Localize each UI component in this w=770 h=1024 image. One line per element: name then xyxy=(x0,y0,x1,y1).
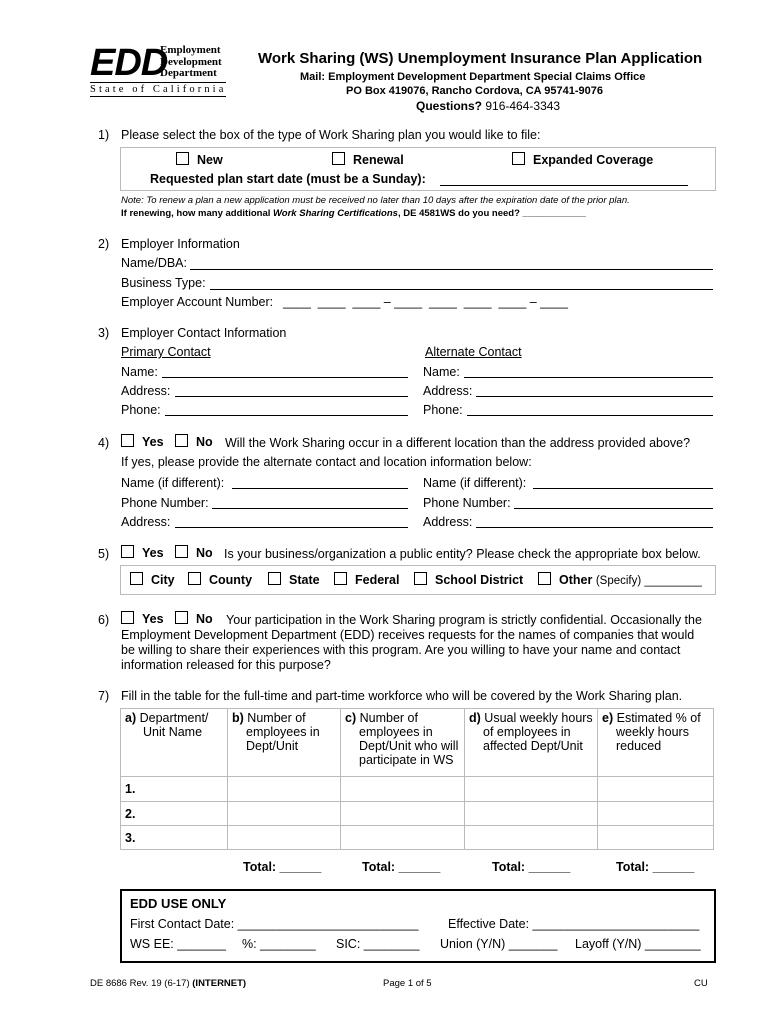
checkbox-school-district[interactable] xyxy=(414,572,427,585)
total-employees[interactable]: Total: ______ xyxy=(243,860,322,874)
table-cell[interactable] xyxy=(228,777,341,802)
q4-phone-field[interactable] xyxy=(212,508,408,509)
q6-yes[interactable] xyxy=(121,611,164,626)
header-line: Number of xyxy=(359,711,418,725)
q6-line-4: information released for this purpose? xyxy=(121,658,331,672)
page-title: Work Sharing (WS) Unemployment Insurance Plan Application xyxy=(258,50,703,67)
q5-yes[interactable] xyxy=(121,545,164,560)
logo-rule-bottom xyxy=(90,96,226,97)
table-row xyxy=(121,826,714,850)
q4-no[interactable] xyxy=(175,434,213,449)
q6-line-2: Employment Development Department (EDD) receives requests for the names of companies that would xyxy=(121,628,695,642)
q4-alt-address-field[interactable] xyxy=(476,527,713,528)
entity-federal-label: Federal xyxy=(355,573,400,587)
entity-other-specify: (Specify) _________ xyxy=(595,575,702,587)
renewal-certifications-question xyxy=(121,208,586,219)
sic-field[interactable]: SIC: ________ xyxy=(336,937,420,951)
q7-number: 7) xyxy=(98,689,110,703)
primary-address-field[interactable] xyxy=(175,396,408,397)
alternate-phone-label: Phone: xyxy=(423,403,463,417)
q6-no[interactable] xyxy=(175,611,213,626)
entity-state[interactable] xyxy=(268,572,320,587)
workforce-table xyxy=(120,708,714,850)
header-percent-reduced xyxy=(598,709,714,777)
table-cell[interactable] xyxy=(228,802,341,826)
logo-line-2: Development xyxy=(160,55,222,68)
table-cell[interactable] xyxy=(341,777,465,802)
checkbox-other[interactable] xyxy=(538,572,551,585)
q6-no-label: No xyxy=(196,612,213,626)
account-number-field[interactable]: ____ ____ ____ – ____ ____ ____ ____ – ____ xyxy=(283,295,568,309)
table-row xyxy=(121,802,714,826)
q1-option-new[interactable] xyxy=(176,152,223,167)
q6-number: 6) xyxy=(98,613,110,627)
checkbox-city[interactable] xyxy=(130,572,143,585)
mail-line: Mail: Employment Development Department Special Claims Office xyxy=(300,71,646,83)
row-label[interactable]: 3. xyxy=(121,826,228,850)
logo-mark: EDD xyxy=(90,42,168,84)
form-code: CU xyxy=(694,978,708,989)
q4-address-label: Address: xyxy=(121,515,171,529)
entity-other[interactable] xyxy=(538,572,702,587)
header-line: weekly hours xyxy=(616,725,689,739)
table-cell[interactable] xyxy=(465,802,598,826)
total-weekly-hours[interactable]: Total: ______ xyxy=(492,860,571,874)
entity-city-label: City xyxy=(151,573,175,587)
table-cell[interactable] xyxy=(598,777,714,802)
checkbox-q4-yes[interactable] xyxy=(121,434,134,447)
table-cell[interactable] xyxy=(465,777,598,802)
logo-state: State of California xyxy=(90,84,227,95)
renewal-note: Note: To renew a plan a new application must be received no later than 10 days after the expiration date of the prior plan. xyxy=(121,195,630,206)
q4-alt-name-label: Name (if different): xyxy=(423,476,527,490)
checkbox-q6-no[interactable] xyxy=(175,611,188,624)
header-line: Usual weekly hours xyxy=(484,711,593,725)
logo-rule xyxy=(90,82,226,83)
q4-yes-label: Yes xyxy=(142,435,164,449)
entity-county-label: County xyxy=(209,573,253,587)
q1-option-renewal-label: Renewal xyxy=(353,153,404,167)
q4-name-field[interactable] xyxy=(232,488,408,489)
q4-address-field[interactable] xyxy=(175,527,408,528)
q1-text: Please select the box of the type of Work Sharing plan you would like to file: xyxy=(121,128,541,142)
q4-alt-phone-label: Phone Number: xyxy=(423,496,511,510)
entity-school-label: School District xyxy=(435,573,524,587)
account-number-label: Employer Account Number: xyxy=(121,295,274,309)
primary-contact-heading: Primary Contact xyxy=(121,345,211,359)
header-line: employees in xyxy=(246,725,320,739)
logo-line-1: Employment xyxy=(160,44,221,56)
entity-state-label: State xyxy=(289,573,320,587)
alternate-address-field[interactable] xyxy=(476,396,713,397)
q5-no[interactable] xyxy=(175,545,213,560)
q4-yes[interactable] xyxy=(121,434,164,449)
effective-date[interactable]: Effective Date: ________________________ xyxy=(448,917,700,931)
questions-phone: 916-464-3343 xyxy=(485,99,561,113)
ws-ee-field[interactable]: WS EE: _______ xyxy=(130,937,226,951)
entity-city[interactable] xyxy=(130,572,175,587)
table-cell[interactable] xyxy=(598,826,714,850)
q1-option-expanded-label: Expanded Coverage xyxy=(533,153,654,167)
first-contact-date[interactable]: First Contact Date: __________________________ xyxy=(130,917,419,931)
total-percent-reduced[interactable]: Total: ______ xyxy=(616,860,695,874)
entity-federal[interactable] xyxy=(334,572,399,587)
checkbox-q6-yes[interactable] xyxy=(121,611,134,624)
header-line: Dept/Unit xyxy=(246,739,299,753)
header-line: Estimated % of xyxy=(616,711,701,725)
q4-no-label: No xyxy=(196,435,213,449)
header-letter: c) xyxy=(345,711,357,725)
q2-heading: Employer Information xyxy=(121,237,240,251)
q1-option-renewal[interactable] xyxy=(332,152,404,167)
q5-question: Is your business/organization a public entity? Please check the appropriate box below. xyxy=(224,547,701,561)
logo-line-3: Department xyxy=(160,67,217,79)
q5-number: 5) xyxy=(98,547,110,561)
row-label[interactable]: 2. xyxy=(121,802,228,826)
q7-text: Fill in the table for the full-time and part-time workforce who will be covered by the Work Sharing plan. xyxy=(121,689,683,703)
renew-q-part1: If renewing, how many additional xyxy=(121,208,274,219)
q3-number: 3) xyxy=(98,326,110,340)
alternate-name-label: Name: xyxy=(423,365,460,379)
table-row xyxy=(121,777,714,802)
header-line: Number of xyxy=(247,711,306,725)
table-header-row xyxy=(121,709,714,777)
business-type-field[interactable] xyxy=(210,289,713,290)
renew-q-part2: Work Sharing Certifications xyxy=(273,208,398,219)
table-cell[interactable] xyxy=(341,826,465,850)
form-internet: (INTERNET) xyxy=(192,978,247,989)
header-line: Department/ xyxy=(139,711,209,725)
entity-other-label: Other xyxy=(559,573,593,587)
header-letter: d) xyxy=(469,711,481,725)
table-cell[interactable] xyxy=(228,826,341,850)
checkbox-q4-no[interactable] xyxy=(175,434,188,447)
table-cell[interactable] xyxy=(598,802,714,826)
primary-name-label: Name: xyxy=(121,365,158,379)
checkbox-q5-no[interactable] xyxy=(175,545,188,558)
row-label[interactable]: 1. xyxy=(121,777,228,802)
entity-school-district[interactable] xyxy=(414,572,523,587)
form-number-text: DE 8686 Rev. 19 (6-17) xyxy=(90,978,193,989)
page-number: Page 1 of 5 xyxy=(383,978,432,989)
q4-name-label: Name (if different): xyxy=(121,476,225,490)
q5-no-label: No xyxy=(196,546,213,560)
primary-name-field[interactable] xyxy=(162,377,408,378)
q4-alt-address-label: Address: xyxy=(423,515,473,529)
primary-phone-label: Phone: xyxy=(121,403,161,417)
header-weekly-hours xyxy=(465,709,598,777)
mail-address: PO Box 419076, Rancho Cordova, CA 95741-9076 xyxy=(346,85,603,97)
q4-phone-label: Phone Number: xyxy=(121,496,209,510)
checkbox-state[interactable] xyxy=(268,572,281,585)
table-cell[interactable] xyxy=(341,802,465,826)
checkbox-renewal[interactable] xyxy=(332,152,345,165)
checkbox-new[interactable] xyxy=(176,152,189,165)
table-cell[interactable] xyxy=(465,826,598,850)
entity-county[interactable] xyxy=(188,572,252,587)
q4-alt-name-field[interactable] xyxy=(533,488,713,489)
alternate-phone-field[interactable] xyxy=(467,415,713,416)
checkbox-q5-yes[interactable] xyxy=(121,545,134,558)
header-line: affected Dept/Unit xyxy=(483,739,583,753)
q6-line-3: be willing to share their experiences with this program. Are you willing to have your name and contact xyxy=(121,643,681,657)
q6-line-1: Your participation in the Work Sharing program is strictly confidential. Occasionally the xyxy=(226,613,702,627)
q3-heading: Employer Contact Information xyxy=(121,326,287,340)
primary-address-label: Address: xyxy=(121,384,171,398)
q2-number: 2) xyxy=(98,237,110,251)
header-line: participate in WS xyxy=(359,753,454,767)
q1-option-new-label: New xyxy=(197,153,223,167)
form-number xyxy=(90,978,246,989)
start-date-label: Requested plan start date (must be a Sunday): xyxy=(150,172,426,186)
header-line: of employees in xyxy=(483,725,571,739)
q5-yes-label: Yes xyxy=(142,546,164,560)
q4-alt-phone-field[interactable] xyxy=(514,508,713,509)
header-line: employees in xyxy=(359,725,433,739)
edd-use-only-title: EDD USE ONLY xyxy=(130,896,227,911)
q6-yes-label: Yes xyxy=(142,612,164,626)
union-field[interactable]: Union (Y/N) _______ xyxy=(440,937,558,951)
header-line: Unit Name xyxy=(143,725,203,739)
q1-option-expanded[interactable] xyxy=(512,152,653,167)
header-line: reduced xyxy=(616,739,662,753)
header-participating xyxy=(341,709,465,777)
name-dba-label: Name/DBA: xyxy=(121,256,187,270)
total-participating[interactable]: Total: ______ xyxy=(362,860,441,874)
q4-sub: If yes, please provide the alternate contact and location information below: xyxy=(121,455,532,469)
header-employees xyxy=(228,709,341,777)
checkbox-expanded[interactable] xyxy=(512,152,525,165)
business-type-label: Business Type: xyxy=(121,276,206,290)
percent-field[interactable]: %: ________ xyxy=(242,937,316,951)
header-line: Dept/Unit who will xyxy=(359,739,459,753)
header-department xyxy=(121,709,228,777)
logo-words xyxy=(160,45,222,80)
checkbox-county[interactable] xyxy=(188,572,201,585)
q4-question: Will the Work Sharing occur in a different location than the address provided above? xyxy=(225,436,691,450)
header-letter: a) xyxy=(125,711,137,725)
checkbox-federal[interactable] xyxy=(334,572,347,585)
header-letter: e) xyxy=(602,711,614,725)
alternate-address-label: Address: xyxy=(423,384,473,398)
layoff-field[interactable]: Layoff (Y/N) ________ xyxy=(575,937,701,951)
alternate-contact-heading: Alternate Contact xyxy=(425,345,522,359)
name-dba-field[interactable] xyxy=(190,269,713,270)
q1-number: 1) xyxy=(98,128,110,142)
primary-phone-field[interactable] xyxy=(165,415,408,416)
start-date-field[interactable] xyxy=(440,185,688,186)
alternate-name-field[interactable] xyxy=(464,377,713,378)
header-letter: b) xyxy=(232,711,244,725)
questions-label: Questions? xyxy=(416,99,483,113)
q4-number: 4) xyxy=(98,436,110,450)
questions-line xyxy=(416,99,560,113)
renew-q-part3: , DE 4581WS do you need? ____________ xyxy=(397,208,586,219)
